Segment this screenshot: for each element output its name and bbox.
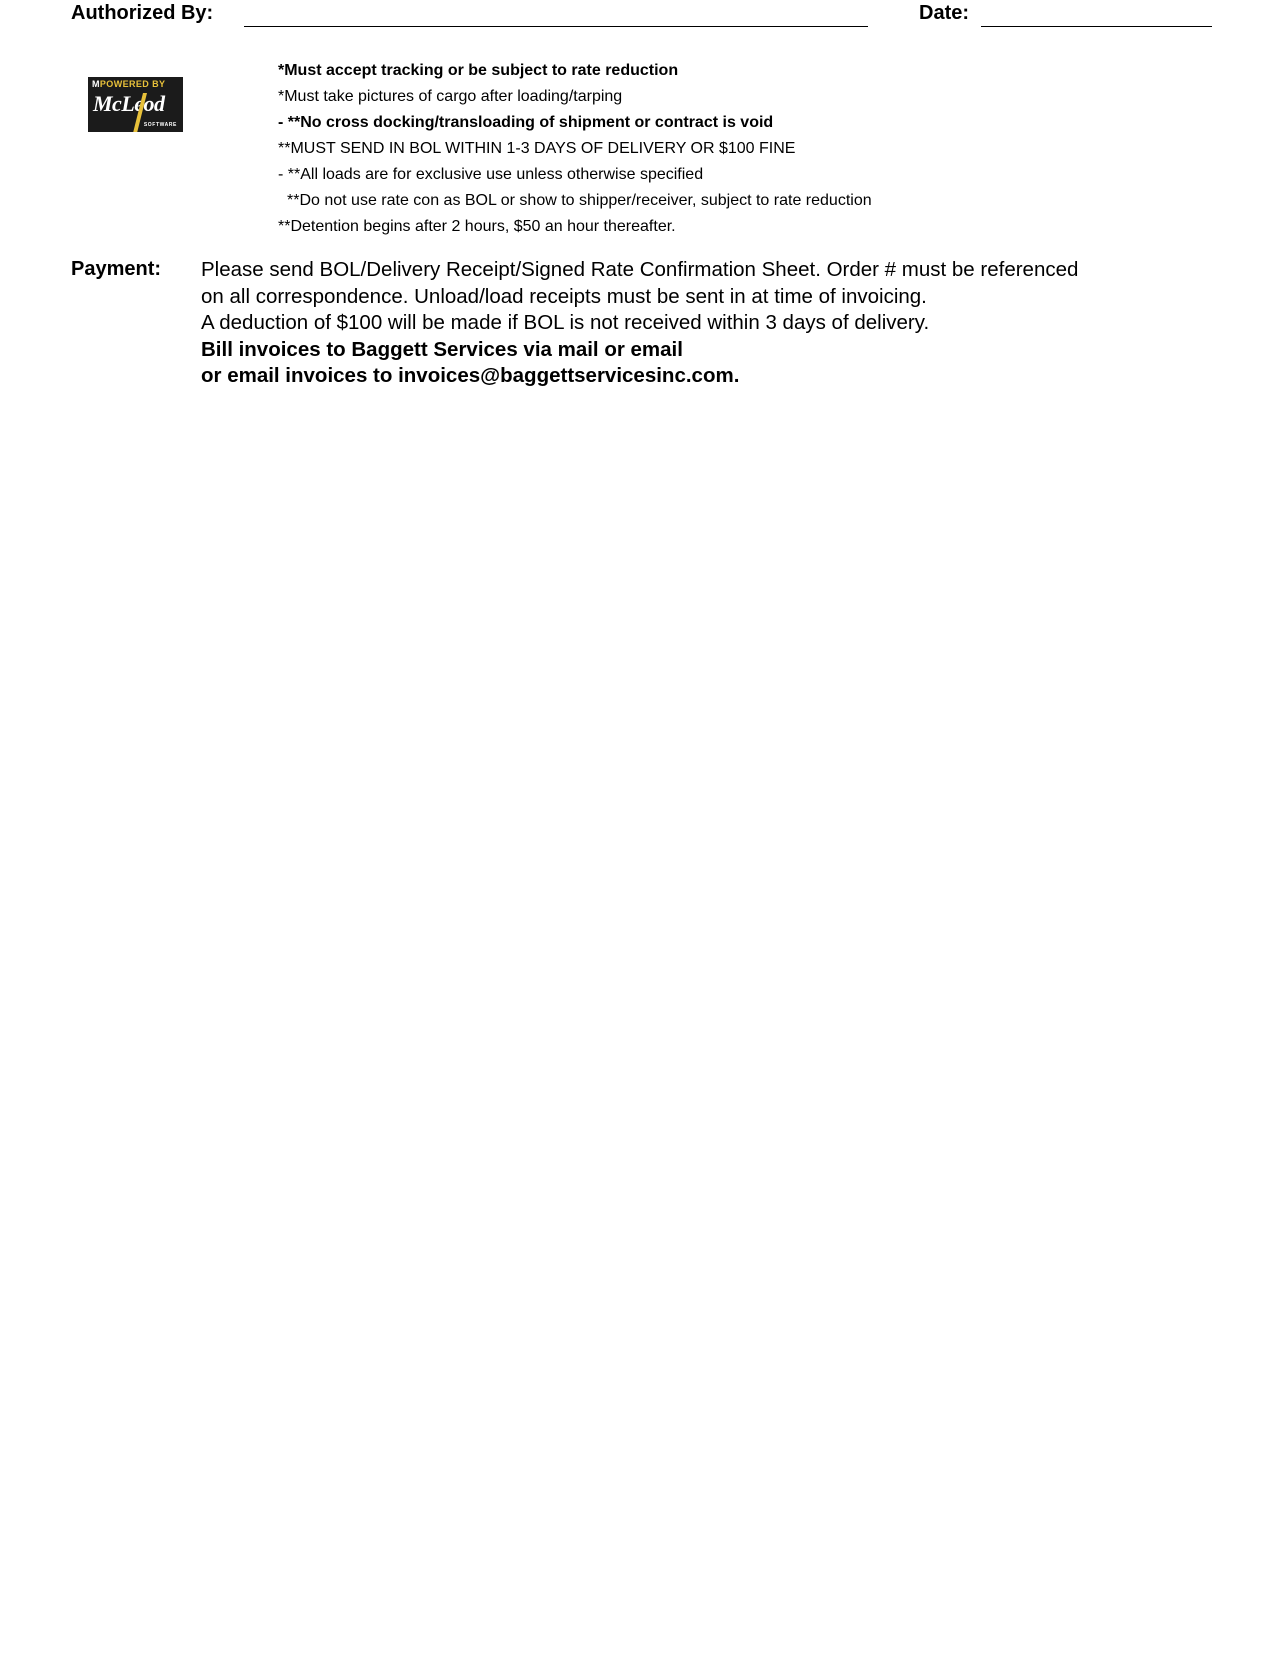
payment-instructions [201, 257, 1078, 390]
authorized-by-signature-line[interactable] [244, 26, 868, 27]
note-rate-con: **Do not use rate con as BOL or show to shipper/receiver, subject to rate reduction [287, 192, 872, 209]
logo-brand-text: McLeod [93, 91, 165, 116]
note-no-cross-docking: - **No cross docking/transloading of shipment or contract is void [278, 114, 774, 131]
note-pictures: *Must take pictures of cargo after loading/tarping [278, 88, 623, 105]
note-bol-deadline: **MUST SEND IN BOL WITHIN 1-3 DAYS OF DELIVERY OR $100 FINE [278, 140, 796, 157]
logo-powered-by-text: MPOWERED BY [92, 79, 166, 89]
logo-m-mark-icon: M [92, 79, 100, 89]
payment-line-bill-invoices: Bill invoices to Baggett Services via mail or email [201, 337, 683, 361]
note-detention: **Detention begins after 2 hours, $50 an hour thereafter. [278, 218, 676, 235]
date-signature-line[interactable] [981, 26, 1212, 27]
mcleod-software-logo [88, 77, 183, 132]
terms-notes-list [278, 58, 872, 240]
date-label: Date: [919, 2, 970, 24]
note-tracking: *Must accept tracking or be subject to rate reduction [278, 62, 679, 79]
payment-label: Payment: [71, 258, 162, 280]
payment-line-email-invoices: or email invoices to invoices@baggettservicesinc.com. [201, 364, 740, 387]
note-exclusive-use: - **All loads are for exclusive use unless otherwise specified [278, 166, 704, 183]
logo-software-text: SOFTWARE [143, 122, 177, 128]
authorized-by-label: Authorized By: [71, 2, 214, 24]
payment-line: on all correspondence. Unload/load receipts must be sent in at time of invoicing. [201, 284, 927, 308]
payment-line: Please send BOL/Delivery Receipt/Signed Rate Confirmation Sheet. Order # must be referenced [201, 258, 1079, 281]
payment-line: A deduction of $100 will be made if BOL is not received within 3 days of delivery. [201, 311, 930, 334]
